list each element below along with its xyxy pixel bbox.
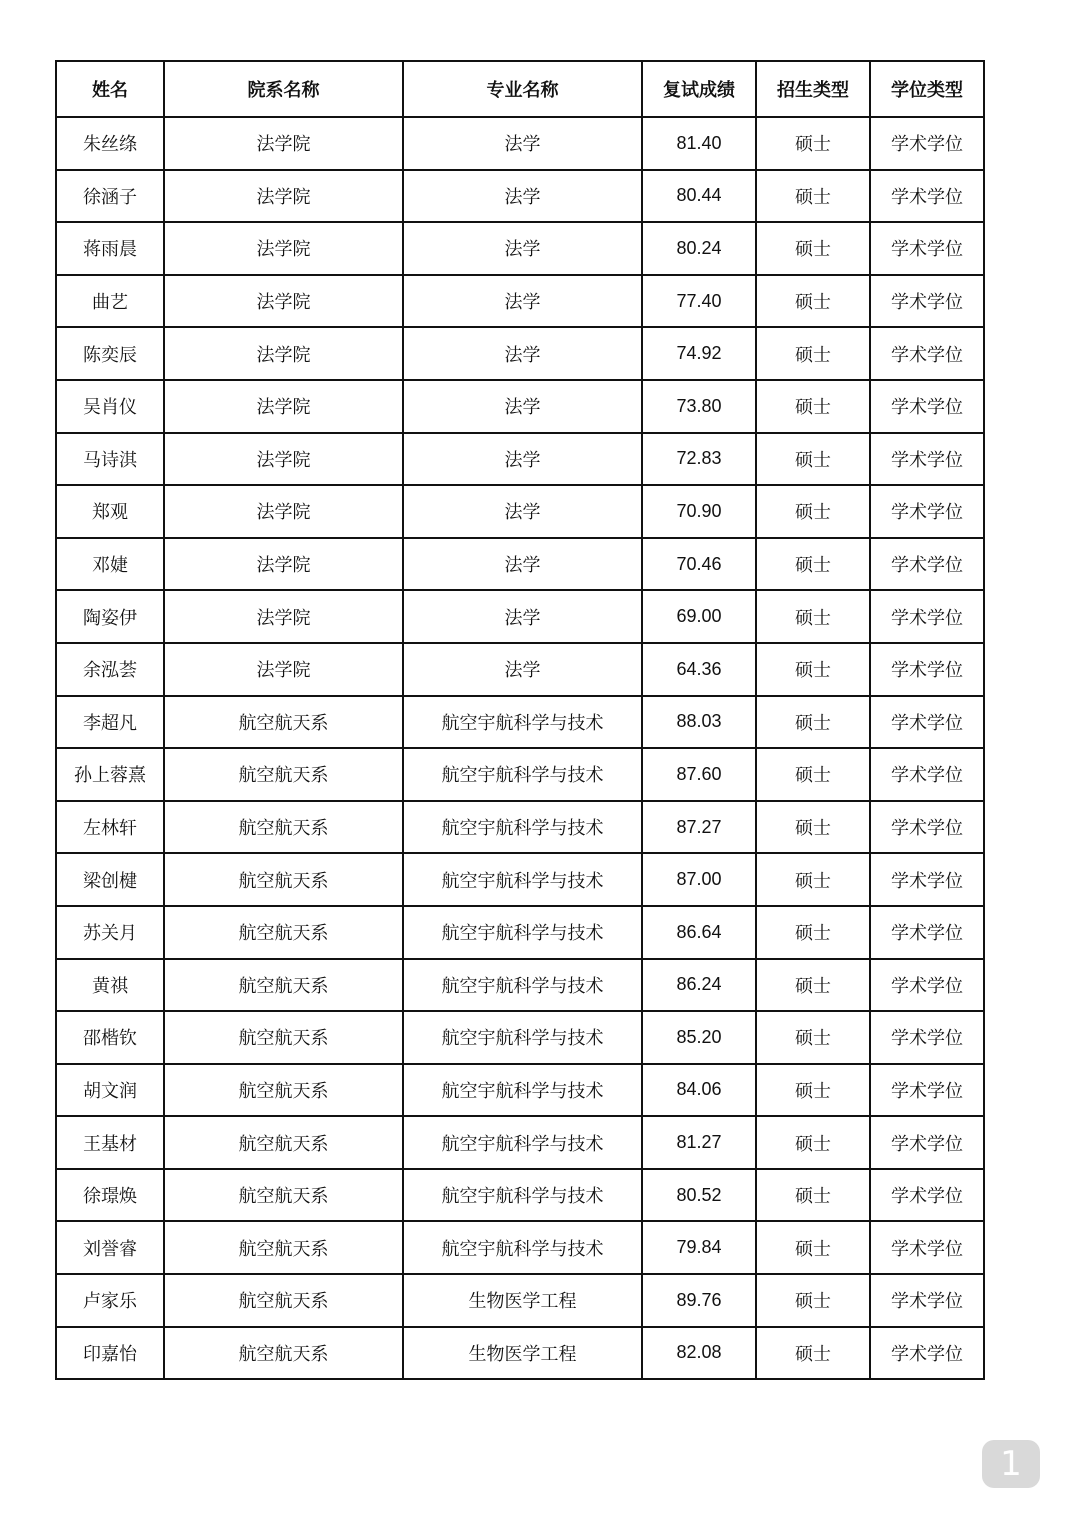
admission-results-table xyxy=(55,60,985,1380)
table-header xyxy=(56,61,984,117)
cell-enrollment-type: 硕士 xyxy=(756,222,870,275)
cell-retest-score: 80.44 xyxy=(642,170,756,223)
table-row xyxy=(56,590,984,643)
cell-degree-type: 学术学位 xyxy=(870,275,984,328)
cell-retest-score: 80.52 xyxy=(642,1169,756,1222)
table-row xyxy=(56,327,984,380)
cell-major: 法学 xyxy=(403,643,642,696)
header-major: 专业名称 xyxy=(403,61,642,117)
table-row xyxy=(56,748,984,801)
cell-major: 法学 xyxy=(403,590,642,643)
cell-department: 航空航天系 xyxy=(164,801,403,854)
table-row xyxy=(56,275,984,328)
cell-name: 王基材 xyxy=(56,1116,164,1169)
table-row xyxy=(56,1169,984,1222)
cell-major: 航空宇航科学与技术 xyxy=(403,1064,642,1117)
table-row xyxy=(56,433,984,486)
cell-degree-type: 学术学位 xyxy=(870,1064,984,1117)
cell-enrollment-type: 硕士 xyxy=(756,643,870,696)
table-row xyxy=(56,1274,984,1327)
cell-name: 徐璟焕 xyxy=(56,1169,164,1222)
cell-major: 航空宇航科学与技术 xyxy=(403,801,642,854)
cell-department: 航空航天系 xyxy=(164,853,403,906)
cell-major: 航空宇航科学与技术 xyxy=(403,696,642,749)
cell-retest-score: 72.83 xyxy=(642,433,756,486)
cell-name: 余泓荟 xyxy=(56,643,164,696)
table-row xyxy=(56,1116,984,1169)
cell-major: 法学 xyxy=(403,380,642,433)
cell-degree-type: 学术学位 xyxy=(870,748,984,801)
cell-department: 法学院 xyxy=(164,485,403,538)
table-row xyxy=(56,696,984,749)
cell-department: 航空航天系 xyxy=(164,1169,403,1222)
page-number-badge: 1 xyxy=(982,1440,1040,1488)
cell-department: 法学院 xyxy=(164,222,403,275)
table-row xyxy=(56,170,984,223)
cell-name: 马诗淇 xyxy=(56,433,164,486)
cell-name: 胡文润 xyxy=(56,1064,164,1117)
cell-name: 卢家乐 xyxy=(56,1274,164,1327)
cell-name: 徐涵子 xyxy=(56,170,164,223)
cell-retest-score: 73.80 xyxy=(642,380,756,433)
cell-degree-type: 学术学位 xyxy=(870,1169,984,1222)
cell-major: 航空宇航科学与技术 xyxy=(403,906,642,959)
cell-retest-score: 84.06 xyxy=(642,1064,756,1117)
cell-major: 法学 xyxy=(403,275,642,328)
cell-department: 法学院 xyxy=(164,117,403,170)
cell-name: 蒋雨晨 xyxy=(56,222,164,275)
cell-name: 孙上蓉熹 xyxy=(56,748,164,801)
cell-name: 陶姿伊 xyxy=(56,590,164,643)
header-retest-score: 复试成绩 xyxy=(642,61,756,117)
cell-degree-type: 学术学位 xyxy=(870,1274,984,1327)
cell-department: 航空航天系 xyxy=(164,1274,403,1327)
cell-department: 航空航天系 xyxy=(164,748,403,801)
cell-enrollment-type: 硕士 xyxy=(756,1064,870,1117)
cell-name: 吴肖仪 xyxy=(56,380,164,433)
cell-retest-score: 81.40 xyxy=(642,117,756,170)
cell-department: 航空航天系 xyxy=(164,1327,403,1380)
cell-retest-score: 87.60 xyxy=(642,748,756,801)
cell-enrollment-type: 硕士 xyxy=(756,275,870,328)
cell-enrollment-type: 硕士 xyxy=(756,1327,870,1380)
table-row xyxy=(56,485,984,538)
cell-retest-score: 85.20 xyxy=(642,1011,756,1064)
cell-retest-score: 82.08 xyxy=(642,1327,756,1380)
cell-retest-score: 70.46 xyxy=(642,538,756,591)
cell-degree-type: 学术学位 xyxy=(870,959,984,1012)
table-row xyxy=(56,1011,984,1064)
cell-name: 曲艺 xyxy=(56,275,164,328)
cell-degree-type: 学术学位 xyxy=(870,485,984,538)
cell-retest-score: 86.24 xyxy=(642,959,756,1012)
cell-name: 朱丝绦 xyxy=(56,117,164,170)
cell-degree-type: 学术学位 xyxy=(870,1221,984,1274)
cell-major: 航空宇航科学与技术 xyxy=(403,959,642,1012)
cell-degree-type: 学术学位 xyxy=(870,1327,984,1380)
cell-name: 郑观 xyxy=(56,485,164,538)
cell-department: 法学院 xyxy=(164,590,403,643)
cell-major: 生物医学工程 xyxy=(403,1327,642,1380)
cell-enrollment-type: 硕士 xyxy=(756,748,870,801)
cell-major: 法学 xyxy=(403,170,642,223)
cell-enrollment-type: 硕士 xyxy=(756,1274,870,1327)
cell-degree-type: 学术学位 xyxy=(870,590,984,643)
cell-major: 法学 xyxy=(403,433,642,486)
cell-enrollment-type: 硕士 xyxy=(756,380,870,433)
cell-major: 航空宇航科学与技术 xyxy=(403,1221,642,1274)
cell-department: 航空航天系 xyxy=(164,1064,403,1117)
cell-degree-type: 学术学位 xyxy=(870,643,984,696)
cell-retest-score: 79.84 xyxy=(642,1221,756,1274)
cell-name: 印嘉怡 xyxy=(56,1327,164,1380)
cell-department: 航空航天系 xyxy=(164,959,403,1012)
table-row xyxy=(56,1221,984,1274)
cell-enrollment-type: 硕士 xyxy=(756,1116,870,1169)
cell-major: 航空宇航科学与技术 xyxy=(403,1169,642,1222)
cell-department: 航空航天系 xyxy=(164,906,403,959)
cell-enrollment-type: 硕士 xyxy=(756,433,870,486)
cell-degree-type: 学术学位 xyxy=(870,1116,984,1169)
cell-department: 法学院 xyxy=(164,380,403,433)
cell-retest-score: 86.64 xyxy=(642,906,756,959)
cell-enrollment-type: 硕士 xyxy=(756,485,870,538)
cell-retest-score: 88.03 xyxy=(642,696,756,749)
cell-enrollment-type: 硕士 xyxy=(756,1011,870,1064)
cell-major: 航空宇航科学与技术 xyxy=(403,853,642,906)
cell-enrollment-type: 硕士 xyxy=(756,1221,870,1274)
cell-retest-score: 64.36 xyxy=(642,643,756,696)
table-row xyxy=(56,959,984,1012)
header-department: 院系名称 xyxy=(164,61,403,117)
cell-degree-type: 学术学位 xyxy=(870,1011,984,1064)
cell-name: 黄祺 xyxy=(56,959,164,1012)
table-body xyxy=(56,117,984,1379)
cell-enrollment-type: 硕士 xyxy=(756,959,870,1012)
cell-major: 航空宇航科学与技术 xyxy=(403,748,642,801)
cell-major: 法学 xyxy=(403,538,642,591)
cell-degree-type: 学术学位 xyxy=(870,117,984,170)
table-row xyxy=(56,1064,984,1117)
header-degree-type: 学位类型 xyxy=(870,61,984,117)
cell-department: 法学院 xyxy=(164,433,403,486)
cell-degree-type: 学术学位 xyxy=(870,538,984,591)
table-row xyxy=(56,380,984,433)
cell-name: 梁创楗 xyxy=(56,853,164,906)
table-row xyxy=(56,1327,984,1380)
table-row xyxy=(56,222,984,275)
cell-name: 邵楷钦 xyxy=(56,1011,164,1064)
cell-degree-type: 学术学位 xyxy=(870,327,984,380)
cell-enrollment-type: 硕士 xyxy=(756,906,870,959)
table-row xyxy=(56,643,984,696)
cell-degree-type: 学术学位 xyxy=(870,170,984,223)
cell-department: 航空航天系 xyxy=(164,1116,403,1169)
table-row xyxy=(56,538,984,591)
cell-enrollment-type: 硕士 xyxy=(756,170,870,223)
cell-name: 陈奕辰 xyxy=(56,327,164,380)
cell-major: 法学 xyxy=(403,327,642,380)
cell-major: 法学 xyxy=(403,485,642,538)
cell-enrollment-type: 硕士 xyxy=(756,801,870,854)
cell-retest-score: 69.00 xyxy=(642,590,756,643)
cell-degree-type: 学术学位 xyxy=(870,696,984,749)
cell-retest-score: 87.00 xyxy=(642,853,756,906)
cell-enrollment-type: 硕士 xyxy=(756,590,870,643)
cell-name: 李超凡 xyxy=(56,696,164,749)
cell-enrollment-type: 硕士 xyxy=(756,696,870,749)
cell-degree-type: 学术学位 xyxy=(870,906,984,959)
cell-retest-score: 70.90 xyxy=(642,485,756,538)
cell-department: 法学院 xyxy=(164,275,403,328)
table-row xyxy=(56,117,984,170)
cell-major: 航空宇航科学与技术 xyxy=(403,1011,642,1064)
cell-degree-type: 学术学位 xyxy=(870,222,984,275)
cell-retest-score: 77.40 xyxy=(642,275,756,328)
cell-retest-score: 89.76 xyxy=(642,1274,756,1327)
cell-department: 法学院 xyxy=(164,643,403,696)
cell-department: 法学院 xyxy=(164,170,403,223)
cell-department: 航空航天系 xyxy=(164,1221,403,1274)
cell-department: 航空航天系 xyxy=(164,1011,403,1064)
table-row xyxy=(56,853,984,906)
cell-retest-score: 80.24 xyxy=(642,222,756,275)
cell-department: 法学院 xyxy=(164,327,403,380)
cell-department: 法学院 xyxy=(164,538,403,591)
cell-enrollment-type: 硕士 xyxy=(756,117,870,170)
cell-degree-type: 学术学位 xyxy=(870,380,984,433)
cell-enrollment-type: 硕士 xyxy=(756,1169,870,1222)
header-name: 姓名 xyxy=(56,61,164,117)
cell-name: 左林轩 xyxy=(56,801,164,854)
table-row xyxy=(56,801,984,854)
cell-major: 法学 xyxy=(403,222,642,275)
cell-degree-type: 学术学位 xyxy=(870,433,984,486)
cell-name: 邓婕 xyxy=(56,538,164,591)
cell-department: 航空航天系 xyxy=(164,696,403,749)
cell-name: 苏关月 xyxy=(56,906,164,959)
cell-name: 刘誉睿 xyxy=(56,1221,164,1274)
cell-retest-score: 87.27 xyxy=(642,801,756,854)
cell-major: 生物医学工程 xyxy=(403,1274,642,1327)
header-row xyxy=(56,61,984,117)
cell-enrollment-type: 硕士 xyxy=(756,327,870,380)
cell-major: 法学 xyxy=(403,117,642,170)
cell-major: 航空宇航科学与技术 xyxy=(403,1116,642,1169)
cell-enrollment-type: 硕士 xyxy=(756,853,870,906)
cell-degree-type: 学术学位 xyxy=(870,853,984,906)
table-row xyxy=(56,906,984,959)
cell-retest-score: 74.92 xyxy=(642,327,756,380)
cell-enrollment-type: 硕士 xyxy=(756,538,870,591)
cell-degree-type: 学术学位 xyxy=(870,801,984,854)
header-enrollment-type: 招生类型 xyxy=(756,61,870,117)
cell-retest-score: 81.27 xyxy=(642,1116,756,1169)
